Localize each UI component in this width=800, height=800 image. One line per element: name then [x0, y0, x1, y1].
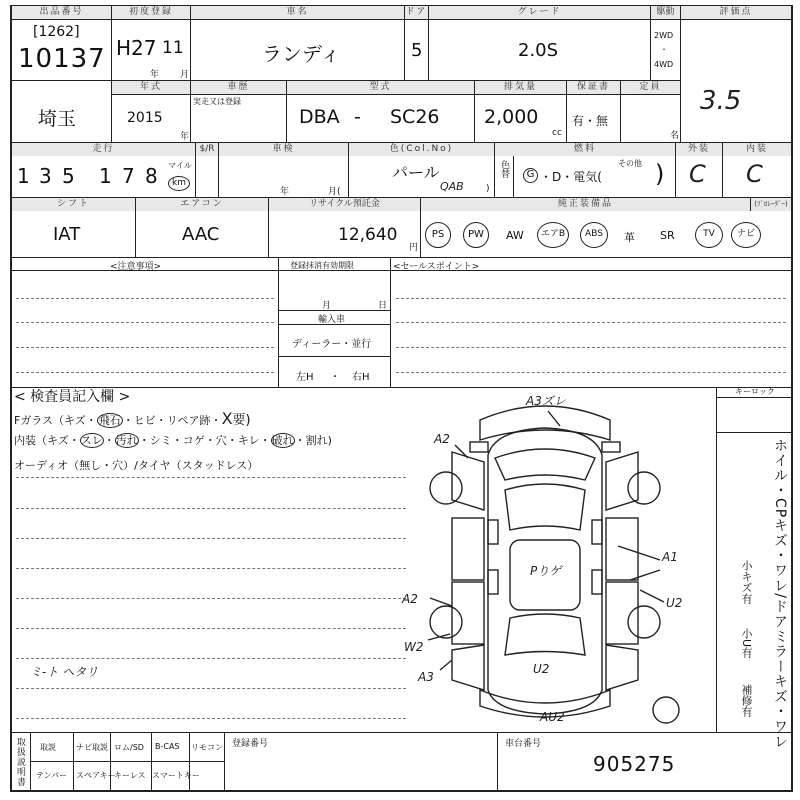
displacement-label: 排気量: [475, 81, 566, 94]
windshield-line: [14, 409, 251, 428]
mileage-label: 走行: [12, 143, 195, 156]
fuel-close: ): [655, 160, 665, 188]
lot-number: 10137: [18, 44, 106, 74]
displacement: 2,000: [484, 106, 539, 128]
footer-cell-temper: テンパー: [36, 771, 68, 780]
footer-cell-spare-key: スペアキー: [76, 771, 116, 780]
equip-leather: 革: [624, 231, 635, 244]
recycle-unit: 円: [409, 243, 419, 253]
windshield-text-b: ・ヒビ・リペア跡・: [122, 414, 222, 427]
mileage-unit-mile: マイル: [168, 161, 192, 170]
exterior-value: C: [689, 160, 706, 188]
mileage-digit-5: 7: [122, 164, 135, 188]
model-year-label: 年式: [112, 81, 190, 94]
exterior-label: 外装: [676, 143, 722, 156]
capacity-label: 定員: [621, 81, 680, 94]
equip-aw: AW: [506, 229, 524, 242]
fuel-gasoline: G: [523, 168, 538, 183]
history-note: 実走又は登録: [193, 97, 241, 106]
shift-value: IAT: [53, 224, 81, 245]
score-label: 評価点: [681, 6, 791, 19]
equip-tv: TV: [695, 222, 723, 248]
drive-dot: ・: [660, 45, 668, 54]
displacement-unit: cc: [552, 128, 562, 138]
reg-number-label: 登録番号: [232, 739, 269, 749]
side-note-3: 小U有: [740, 628, 753, 659]
equip-ps: PS: [425, 222, 451, 248]
inspection-month: 月(: [328, 187, 341, 197]
car-name: ランディ: [262, 42, 341, 66]
interior-scuff: スレ: [80, 434, 103, 447]
fuel-options: ・D・電気(: [540, 170, 602, 184]
interior-value: C: [746, 160, 763, 188]
damage-mark-bottom: AU2: [540, 710, 565, 724]
score-value: 3.5: [700, 86, 742, 116]
drive-label: 駆動: [651, 6, 680, 19]
reg-day: 日: [378, 301, 388, 311]
fuel-label: 燃料: [495, 143, 675, 156]
doors: 5: [411, 40, 423, 61]
lot-label: 出品番号: [12, 6, 111, 19]
car-name-label: 車名: [191, 6, 404, 19]
side-note-4: 補修有: [740, 684, 753, 717]
model-year: 2015: [127, 110, 163, 126]
keylock-label: キーロック: [735, 387, 775, 396]
model-year-suffix: 年: [180, 132, 190, 142]
first-reg-month-suffix: 月: [180, 70, 190, 80]
footer-cell-keyless: キーレス: [114, 771, 146, 780]
footer-cell-manual: 取説: [40, 743, 56, 752]
chassis-number: 905275: [593, 752, 676, 776]
color-close: ): [486, 184, 490, 194]
interior-line: [14, 432, 332, 448]
interior-tear: 破れ: [271, 434, 294, 447]
chassis-label: 車台番号: [505, 739, 542, 749]
damage-mark-left-low1: W2: [404, 640, 424, 654]
side-note: ホイル・CPキズ・ワレ/ドアミラーキズ・ワレ: [772, 438, 788, 749]
interior-text-d: ・割れ): [294, 434, 332, 447]
shift-label: シフト: [12, 198, 135, 211]
recycle-label: リサイクル預託金: [269, 198, 420, 211]
prefecture: 埼玉: [38, 108, 77, 130]
corner-label: (ﾌﾟﾛﾚｰﾀﾞｰ): [751, 198, 791, 211]
equipment-label: 純正装備品: [421, 198, 750, 211]
equip-sunroof: SR: [660, 229, 675, 242]
footer-label: 取扱説明書: [15, 737, 25, 787]
mileage-digit-3: 5: [62, 164, 75, 188]
dealer-label: ディーラー・並行: [292, 339, 372, 350]
mileage-digit-4: 1: [99, 164, 112, 188]
damage-mark-left-mid: A2: [402, 592, 418, 606]
damage-mark-right-mid: A1: [662, 550, 678, 564]
notes-label: <注意事項>: [110, 262, 162, 272]
mileage-digit-1: 1: [17, 164, 30, 188]
steering-dot: ・: [330, 372, 340, 383]
recycle-value: 12,640: [338, 225, 398, 245]
equip-airbag: エアB: [537, 222, 569, 248]
windshield-chip: 飛石: [98, 414, 121, 427]
damage-mark-front-left: A2: [434, 432, 450, 446]
grade: 2.0S: [518, 40, 559, 61]
interior-text-b: ・: [103, 434, 115, 447]
windshield-text-a: Fガラス（キズ・: [14, 414, 97, 427]
mileage-digit-2: 3: [39, 164, 52, 188]
inspection-year: 年: [280, 187, 290, 197]
aircon-value: AAC: [182, 224, 220, 245]
steering-left: 左H: [296, 372, 314, 383]
mileage-unit-km: km: [168, 176, 190, 191]
capacity-unit: 名: [670, 131, 680, 141]
color-code: QAB: [440, 180, 464, 193]
model-prefix: DBA: [299, 106, 340, 128]
damage-mark-right-lower: U2: [666, 596, 683, 610]
damage-mark-rear: U2: [533, 662, 550, 676]
interior-label: 内装: [723, 143, 791, 156]
footer-cell-rom-sd: ロム/SD: [114, 743, 144, 752]
drive-4wd: 4WD: [654, 60, 674, 69]
import-label: 輸入車: [318, 315, 346, 325]
reg-month: 月: [322, 301, 332, 311]
doors-label: ドア: [405, 7, 428, 17]
grade-label: グレード: [429, 6, 650, 19]
footer-cell-remote: リモコン: [191, 743, 223, 752]
footer-cell-navi-manual: ナビ取説: [76, 743, 108, 752]
lot-prefix: [1262]: [33, 24, 80, 40]
warranty: 有・無: [572, 114, 609, 128]
interior-dirt: 汚れ: [115, 434, 138, 447]
first-reg-month: 11: [162, 38, 184, 58]
aircon-label: エアコン: [136, 198, 268, 211]
footer-cell-bcas: B-CAS: [155, 742, 180, 751]
steering-right: 右H: [352, 372, 370, 383]
interior-text-c: ・シミ・コゲ・穴・キレ・: [138, 434, 271, 447]
mileage-digit-6: 8: [145, 164, 158, 188]
color-value: パール: [392, 163, 440, 182]
fuel-other: その他: [618, 159, 642, 168]
model-dash: -: [354, 106, 361, 128]
model-label: 型式: [287, 81, 474, 94]
color-label: 色(Col.No): [349, 143, 494, 156]
equip-pw: PW: [463, 222, 489, 248]
side-note-2: 小キズ有: [740, 560, 753, 604]
model-code: SC26: [390, 106, 440, 128]
history-label: 車歴: [191, 81, 286, 94]
first-reg-label: 初度登録: [112, 6, 190, 19]
equip-abs: ABS: [580, 222, 608, 248]
audio-tire-line: オーディオ（無し・穴）/タイヤ（スタッドレス）: [14, 459, 259, 472]
reg-expiry-label: 登録抹消有効期限: [290, 261, 354, 270]
damage-mark-center: Pりゲ: [530, 564, 562, 578]
sales-point-label: <セールスポイント>: [393, 262, 480, 272]
windshield-mark: X: [221, 409, 233, 428]
drive-2wd: 2WD: [654, 31, 674, 40]
tax-label: $/R: [196, 143, 218, 156]
damage-mark-top: A3ズレ: [526, 394, 566, 408]
windshield-need: 要): [232, 413, 251, 428]
first-reg: H27: [116, 36, 157, 60]
footer-cell-smart-key: スマートキー: [152, 771, 200, 780]
color-change-label: 色替: [499, 160, 509, 178]
first-reg-year-suffix: 年: [150, 70, 160, 80]
inspection-label: 車検: [219, 143, 348, 156]
inspector-title: < 検査員記入欄 >: [14, 389, 131, 405]
damage-mark-left-low2: A3: [418, 670, 434, 684]
warranty-label: 保証書: [567, 81, 620, 94]
interior-text-a: 内装（キズ・: [14, 434, 80, 447]
seat-note: ミ-ト ヘタリ: [30, 665, 99, 679]
equip-navi: ナビ: [731, 222, 761, 248]
